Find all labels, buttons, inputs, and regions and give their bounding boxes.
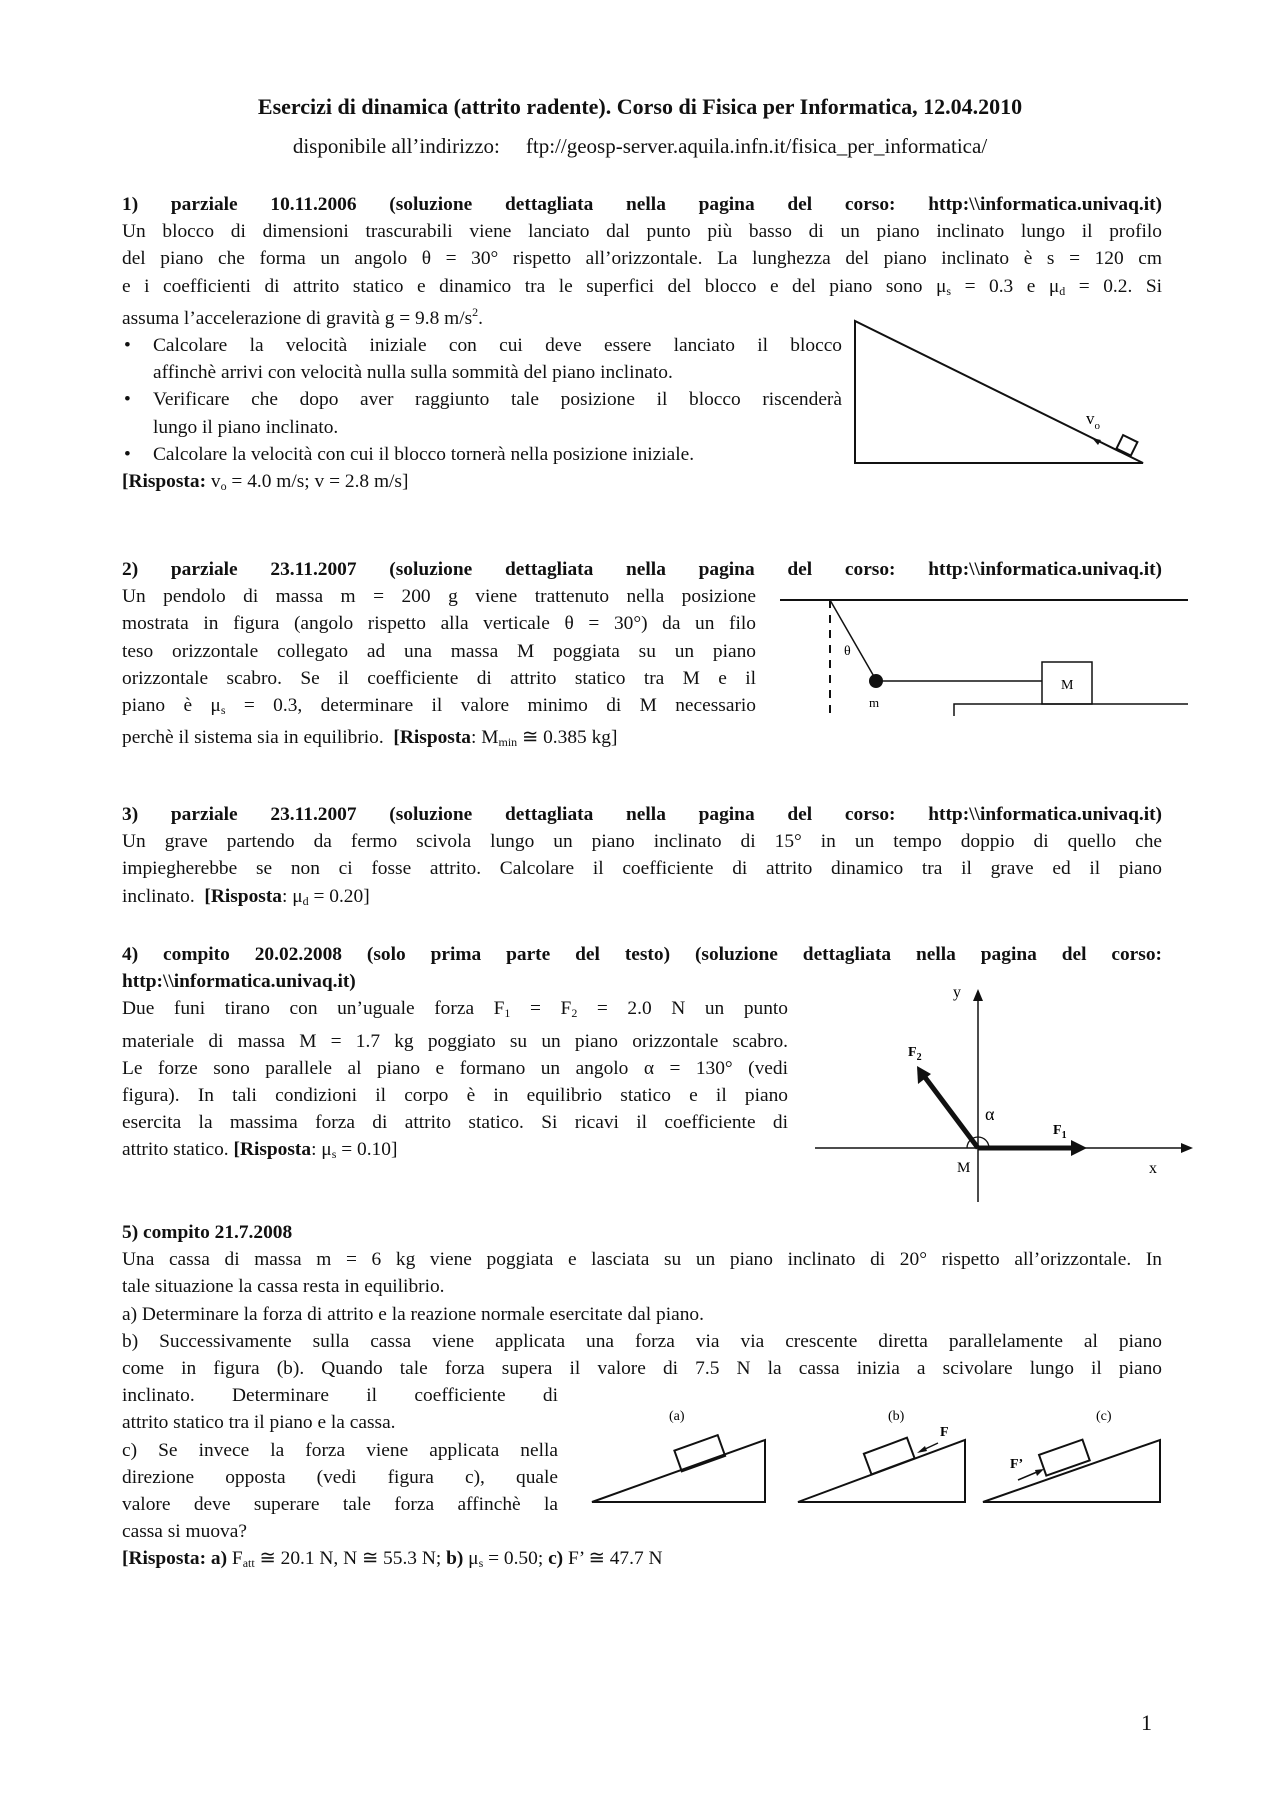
theta-label: θ (844, 644, 851, 659)
exercise-1-tasks (122, 332, 842, 468)
text-line: Le forze sono parallele al piano e formano un angolo α = 130° (vedi (122, 1057, 788, 1079)
exercise-1-heading: 1) parziale 10.11.2006 (soluzione dettagliata nella pagina del corso: http:\\informatica.univaq.it) (122, 194, 1162, 215)
list-item: • Verificare che dopo aver raggiunto tale posizione il blocco riscenderà lungo il piano inclinato. (122, 386, 842, 440)
force-Fprime-arrow (1018, 1472, 1037, 1480)
exercise-2-heading: 2) parziale 23.11.2007 (soluzione dettagliata nella pagina del corso: http:\\informatica.univaq.it) (122, 559, 1162, 580)
text-line: esercita la massima forza di attrito statico. Si ricavi il coefficiente di (122, 1112, 788, 1134)
force-F-arrowhead (917, 1446, 927, 1453)
list-item: • Calcolare la velocità con cui il blocco tornerà nella posizione iniziale. (122, 441, 842, 468)
exercise-1-answer: [Risposta: $v_o = 4.0$ m/s; v = 2.8 m/s] (122, 471, 409, 494)
exercise-3 (122, 801, 1162, 915)
inclined-planes-figure-5 (590, 1400, 1175, 1510)
text-line: assuma l’accelerazione di gravità g = 9.8 $m/s^2$. (122, 304, 483, 329)
text-line: impiegherebbe se non ci fosse attrito. Calcolare il coefficiente di attrito dinamico tra il grave ed il piano (122, 858, 1162, 880)
exercise-5-answer: [Risposta: a) $F_{att}$ ≅ 20.1 N, N ≅ 55.3 N; b) $\mu_s = 0.50$; c) F’ ≅ 47.7 N (122, 1548, 663, 1571)
velocity-label: $v_o$ (1086, 409, 1100, 432)
panel-b-label: (b) (888, 1409, 905, 1424)
document-title: Esercizi di dinamica (attrito radente). Corso di Fisica per Informatica, 12.04.2010 (257, 94, 1023, 119)
text-line: Due funi tirano con un’uguale forza $F_1 = F_2 = 2.0$ N un punto (122, 998, 788, 1021)
text-line: valore deve superare tale forza affinchè la (122, 1494, 558, 1516)
text-line: mostrata in figura (angolo rispetto alla verticale θ = 30°) da un filo (122, 613, 756, 635)
force-Fprime-arrowhead (1035, 1469, 1044, 1476)
text-line: tale situazione la cassa resta in equilibrio. (122, 1276, 445, 1298)
ftp-url[interactable]: ftp://geosp-server.aquila.infn.it/fisica_per_informatica/ (525, 134, 988, 158)
text-line: b) Successivamente sulla cassa viene applicata una forza via via crescente diretta parallelamente al piano (122, 1330, 1162, 1352)
text-line: Un blocco di dimensioni trascurabili viene lanciato dal punto più basso di un piano inclinato lungo il profilo (122, 221, 1162, 243)
text-line: attrito statico tra il piano e la cassa. (122, 1412, 396, 1434)
exercise-5 (122, 1219, 1162, 1578)
box-a (674, 1435, 725, 1471)
text-line: a) Determinare la forza di attrito e la reazione normale esercitate dal piano. (122, 1303, 704, 1325)
panel-c-label: (c) (1096, 1409, 1112, 1424)
exercise-3-heading: 3) parziale 23.11.2007 (soluzione dettagliata nella pagina del corso: http:\\informatica.univaq.it) (122, 804, 1162, 825)
velocity-arrowhead (1092, 438, 1101, 445)
exercise-4-answer-line: attrito statico. [Risposta: $\mu_s = 0.10$] (122, 1139, 398, 1162)
block-label: M (1061, 678, 1074, 693)
force-F1-label: $F_1$ (1053, 1123, 1067, 1141)
exercise-3-answer-line: inclinato. [Risposta: $\mu_d = 0.20$] (122, 885, 370, 908)
y-axis-arrowhead (973, 989, 983, 1001)
pendulum-figure (780, 592, 1190, 722)
panel-a-label: (a) (669, 1409, 685, 1424)
text-line: figura). In tali condizioni il corpo è in equilibrio statico e il piano (122, 1085, 788, 1107)
inclined-plane-figure-1 (850, 318, 1150, 470)
text-line: direzione opposta (vedi figura c), quale (122, 1466, 558, 1488)
text-line: Un grave partendo da fermo scivola lungo un piano inclinato di 15° in un tempo doppio di quello che (122, 831, 1162, 853)
x-axis-label: x (1149, 1160, 1157, 1177)
box-c (1039, 1440, 1090, 1476)
force-F2-arrow (924, 1076, 978, 1148)
text-line: cassa si muova? (122, 1521, 247, 1543)
list-item: • Calcolare la velocità iniziale con cui deve essere lanciato il blocco affinchè arrivi con velocità nulla sulla sommità del piano inclinato. (122, 332, 842, 386)
text-line: piano è $\mu_s = 0.3$, determinare il valore minimo di M necessario (122, 695, 756, 718)
force-F2-label: $F_2$ (908, 1045, 922, 1063)
force-F1-arrowhead (1071, 1140, 1087, 1156)
force-F-label: F (940, 1425, 949, 1440)
text-line: del piano che forma un angolo θ = 30° rispetto all’orizzontale. La lunghezza del piano inclinato è s = 120 cm (122, 248, 1162, 270)
text-line: inclinato. Determinare il coefficiente di (122, 1385, 558, 1407)
exercise-4-heading: 4) compito 20.02.2008 (solo prima parte del testo) (soluzione dettagliata nella pagina del corso: (122, 944, 1162, 965)
text-line: materiale di massa M = 1.7 kg poggiato su un piano orizzontale scabro. (122, 1030, 788, 1052)
y-axis-label: y (953, 985, 961, 1001)
text-line: Un pendolo di massa m = 200 g viene trattenuto nella posizione (122, 586, 756, 608)
bob-label: m (869, 695, 880, 710)
page-number: 1 (1141, 1710, 1152, 1735)
pendulum-string (830, 600, 876, 680)
text-line: teso orizzontale collegato ad una massa M poggiata su un piano (122, 640, 756, 662)
force-Fprime-label: F’ (1010, 1457, 1024, 1472)
text-line: orizzontale scabro. Se il coefficiente di attrito statico tra M e il (122, 667, 756, 689)
availability-line (0, 134, 1280, 159)
availability-label: disponibile all’indirizzo: (292, 134, 500, 158)
text-line: come in figura (b). Quando tale forza supera il valore di 7.5 N la cassa inizia a scivolare lungo il piano (122, 1358, 1162, 1380)
forces-figure (815, 985, 1195, 1205)
x-axis-arrowhead (1181, 1143, 1193, 1153)
text-line: e i coefficienti di attrito statico e dinamico tra le superfici del blocco e del piano sono $\mu_s = 0.3$ e $\mu_d = 0.2$. Si (122, 275, 1162, 298)
support-surface (954, 704, 1188, 716)
text-line: Una cassa di massa m = 6 kg viene poggiata e lasciata su un piano inclinato di 20° rispetto all’orizzontale. In (122, 1249, 1162, 1271)
text-line: c) Se invece la forza viene applicata nella (122, 1439, 558, 1461)
exercise-4-heading-url: http:\\informatica.univaq.it) (122, 971, 356, 993)
mass-label: M (957, 1160, 971, 1176)
exercise-5-heading: 5) compito 21.7.2008 (122, 1222, 293, 1243)
exercise-2-answer-line: perchè il sistema sia in equilibrio. [Risposta: $M_{min}$ ≅ 0.385 kg] (122, 727, 618, 750)
alpha-label: α (985, 1104, 995, 1124)
